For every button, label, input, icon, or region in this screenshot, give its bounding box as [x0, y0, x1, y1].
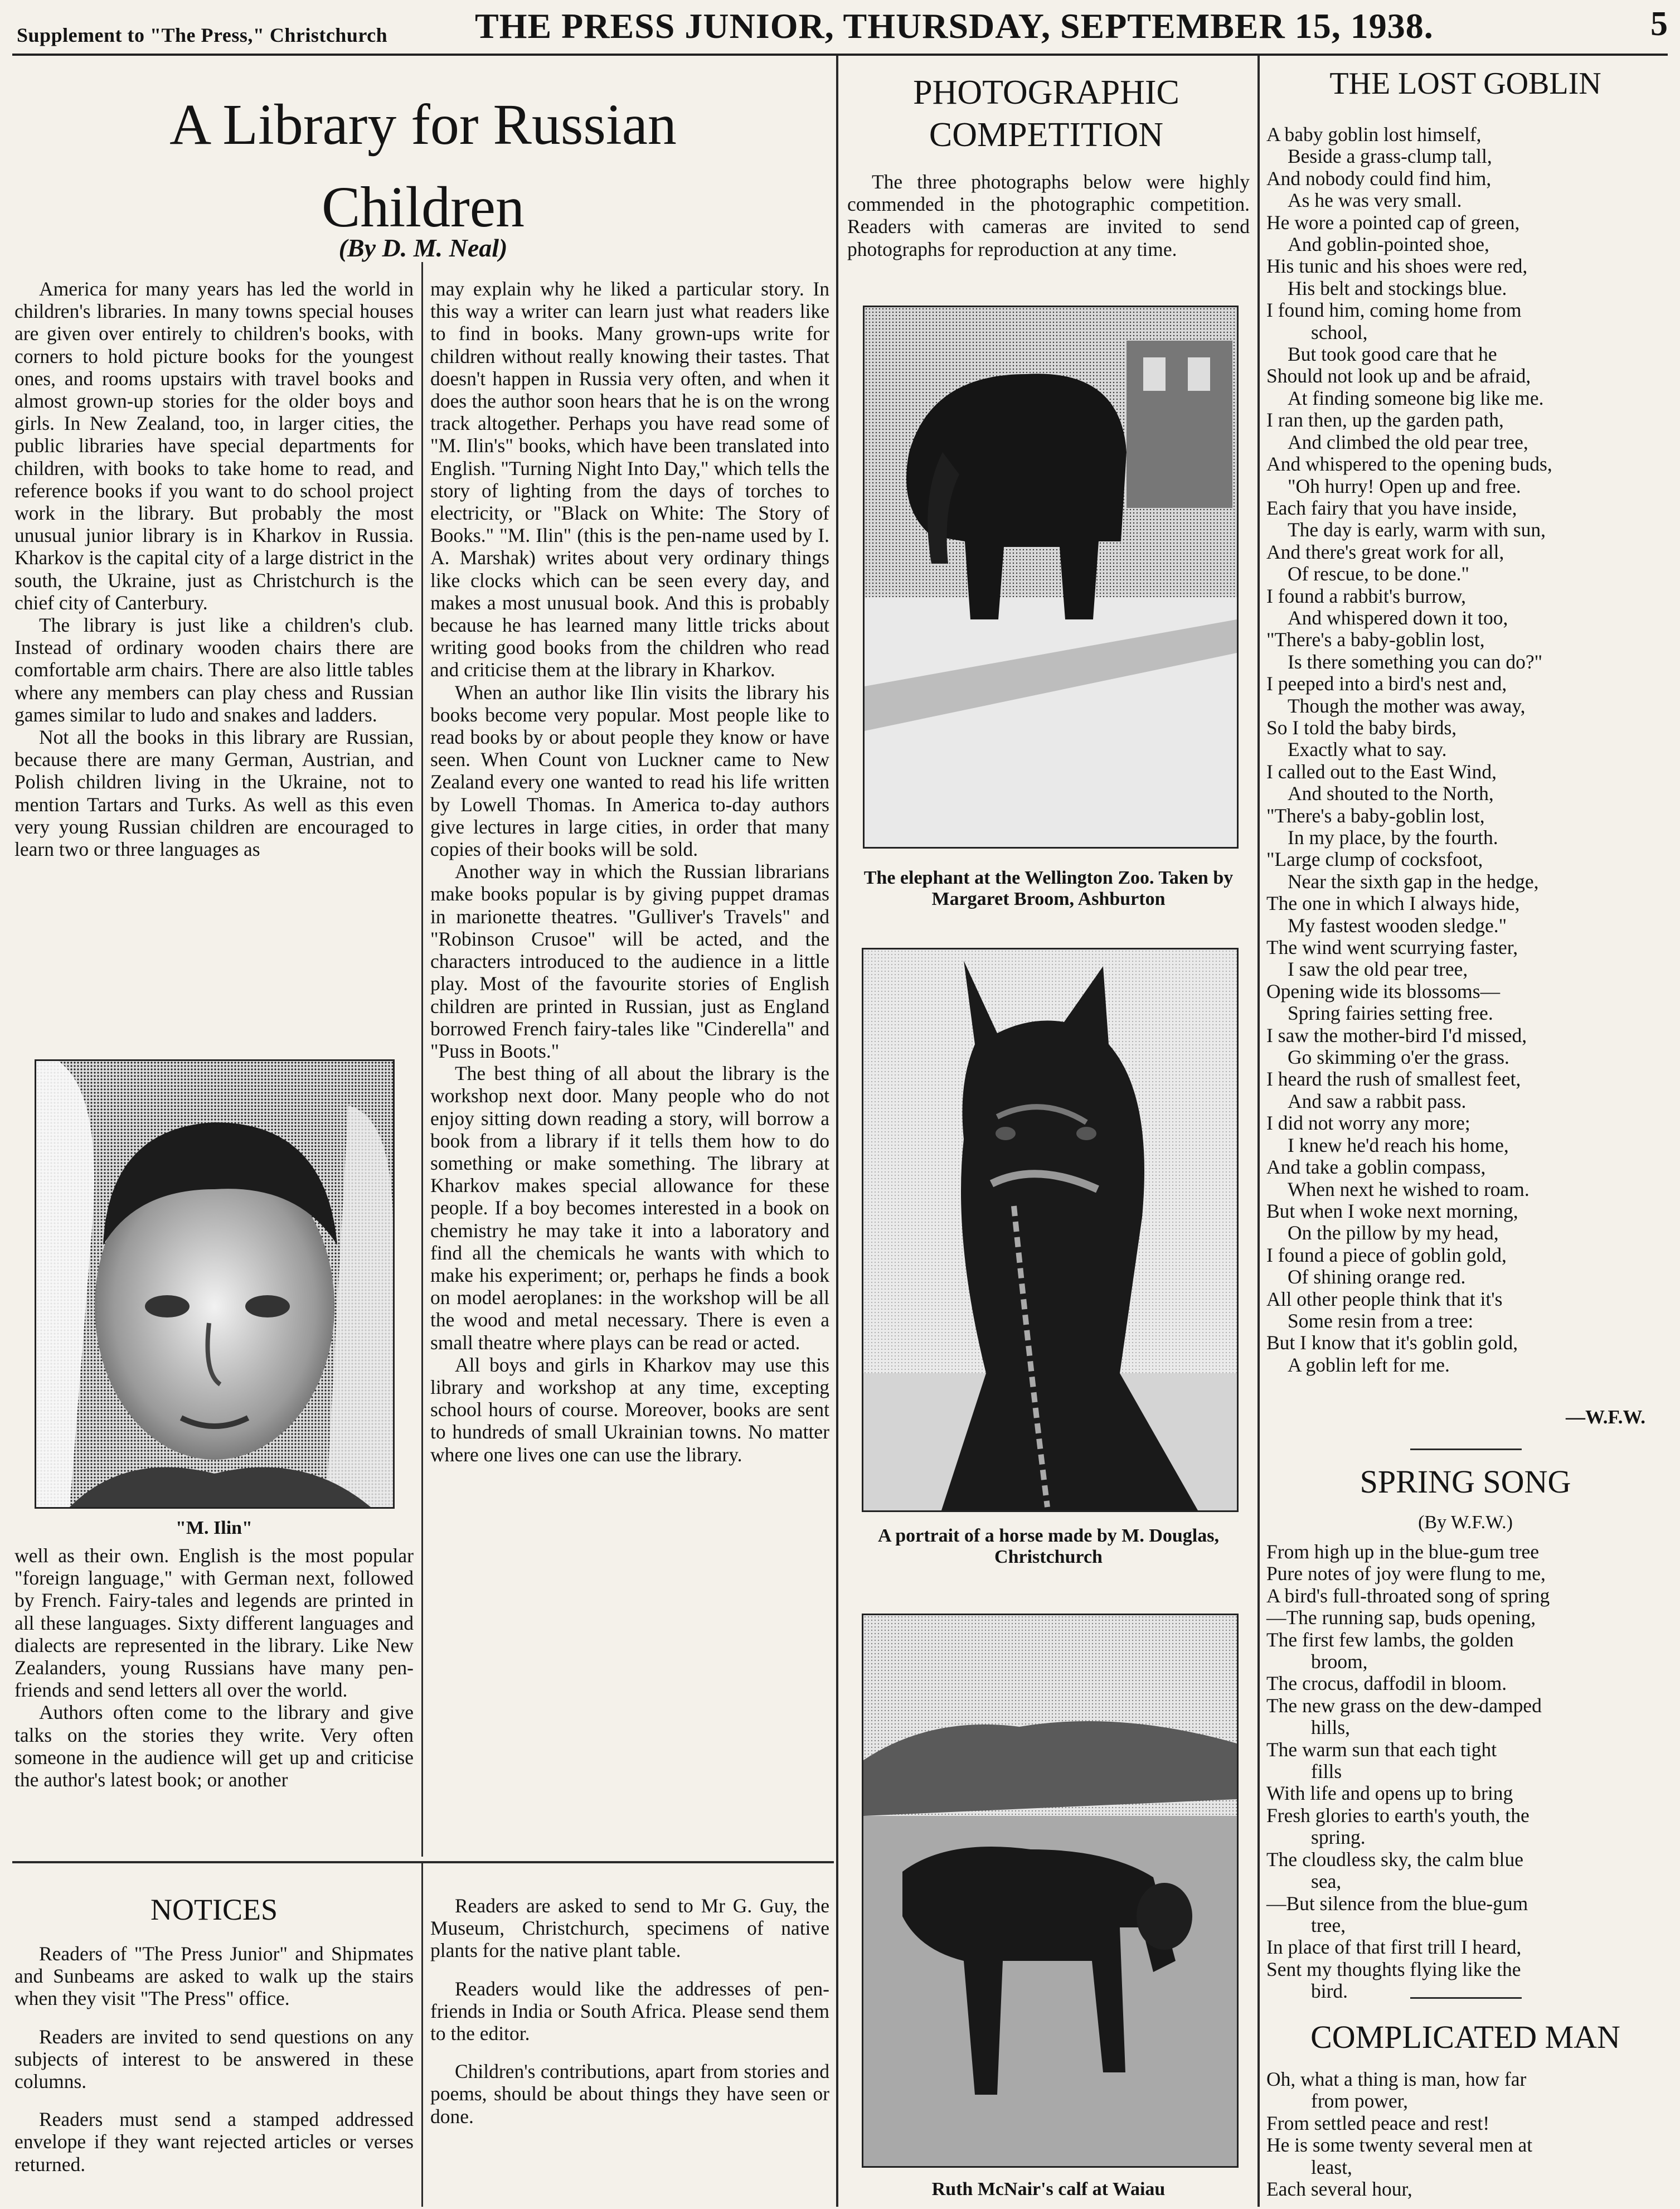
- poem-line: I knew he'd reach his home,: [1288, 1133, 1509, 1156]
- poem-line: Of rescue, to be done.": [1288, 563, 1469, 585]
- poem-line: Is there something you can do?": [1288, 650, 1543, 673]
- poem-line: —But silence from the blue-gum: [1266, 1892, 1528, 1915]
- paragraph: Authors often come to the library and give talks on the stories they write. Very often someone in the audience will get up and criticise the author's latest book; or another: [14, 1701, 414, 1791]
- poem-line: Spring fairies setting free.: [1288, 1002, 1493, 1025]
- notice-item: Children's contributions, apart from stories and poems, should be about things they have seen or done.: [430, 2060, 829, 2128]
- notices-right: [430, 1895, 829, 2143]
- complicated-man-poem: [1266, 2068, 1668, 2200]
- calf-caption: Ruth McNair's calf at Waiau: [931, 2179, 1166, 2200]
- poem-line: When next he wished to roam.: [1288, 1178, 1530, 1200]
- notice-item: Readers of "The Press Junior" and Shipmates and Sunbeams are asked to walk up the stairs when they visit "The Press" office.: [14, 1942, 414, 2010]
- ilin-portrait-photo: [35, 1059, 395, 1509]
- poem-line: On the pillow by my head,: [1288, 1222, 1499, 1244]
- notice-item: Readers are asked to send to Mr G. Guy, the Museum, Christchurch, specimens of native plants for the native plant table.: [430, 1895, 829, 1962]
- poem-line: But took good care that he: [1288, 343, 1497, 366]
- poem-line: His belt and stockings blue.: [1288, 277, 1507, 299]
- poem-divider: [1410, 1997, 1522, 1999]
- masthead-supplement: Supplement to "The Press," Christchurch: [17, 24, 388, 46]
- poem-line: —The running sap, buds opening,: [1266, 1606, 1536, 1629]
- poem-line: Sent my thoughts flying like the: [1266, 1958, 1521, 1980]
- poem-line: From settled peace and rest!: [1266, 2111, 1490, 2134]
- poem-line: I saw the old pear tree,: [1288, 958, 1468, 981]
- poem-line: I ran then, up the garden path,: [1266, 409, 1504, 432]
- calf-image: [863, 1615, 1237, 2166]
- article-title-line: Children: [322, 175, 525, 239]
- poem-line: tree,: [1311, 1914, 1346, 1936]
- poem-line: I saw the mother-bird I'd missed,: [1266, 1024, 1527, 1047]
- poem-line: And climbed the old pear tree,: [1288, 430, 1528, 453]
- column-rule: [836, 56, 838, 2207]
- calf-photo: [862, 1614, 1239, 2168]
- poem-line: My fastest wooden sledge.": [1288, 914, 1507, 937]
- lost-goblin-signature: —W.F.W.: [1566, 1406, 1645, 1428]
- poem-line: So I told the baby birds,: [1266, 716, 1457, 739]
- poem-line: I heard the rush of smallest feet,: [1266, 1068, 1521, 1091]
- poem-line: As he was very small.: [1288, 189, 1462, 212]
- article-title-line: A Library for Russian: [169, 93, 677, 157]
- article-title: [12, 84, 834, 249]
- portrait-caption: "M. Ilin": [176, 1518, 253, 1538]
- paragraph: well as their own. English is the most popular "foreign language," with German next, followed by French. Fairy-tales and legends are printed in all these languages. Sixty different languages and dialects are represented in the library. Like New Zealanders, young Russians have many pen-friends and send letters all over the world.: [14, 1544, 414, 1702]
- poem-line: But I know that it's goblin gold,: [1266, 1331, 1518, 1354]
- notices-heading: NOTICES: [150, 1893, 278, 1926]
- poem-line: His tunic and his shoes were red,: [1266, 255, 1528, 278]
- article-column-2: [430, 278, 829, 1466]
- poem-line: Beside a grass-clump tall,: [1288, 145, 1492, 168]
- horse-photo: [862, 948, 1239, 1512]
- poem-line: least,: [1311, 2155, 1352, 2178]
- article-column-1: [14, 278, 414, 860]
- poem-line: The one in which I always hide,: [1266, 892, 1520, 915]
- horse-image: [863, 950, 1237, 1510]
- lost-goblin-title: THE LOST GOBLIN: [1329, 66, 1601, 101]
- elephant-caption: The elephant at the Wellington Zoo. Taken by Margaret Broom, Ashburton: [863, 868, 1234, 909]
- poem-line: All other people think that it's: [1266, 1287, 1503, 1310]
- photo-competition-heading: [843, 71, 1250, 156]
- poem-line: The cloudless sky, the calm blue: [1266, 1848, 1524, 1871]
- poem-line: Some resin from a tree:: [1288, 1309, 1474, 1332]
- poem-line: Though the mother was away,: [1288, 694, 1526, 717]
- poem-line: The first few lambs, the golden: [1266, 1628, 1514, 1651]
- poem-line: The crocus, daffodil in bloom.: [1266, 1672, 1507, 1695]
- poem-line: And whispered to the opening buds,: [1266, 453, 1552, 476]
- poem-line: But when I woke next morning,: [1266, 1199, 1518, 1222]
- poem-line: He is some twenty several men at: [1266, 2134, 1533, 2157]
- poem-line: In my place, by the fourth.: [1288, 826, 1498, 849]
- poem-line: With life and opens up to bring: [1266, 1782, 1513, 1805]
- poem-divider: [1410, 1449, 1522, 1450]
- poem-line: Each fairy that you have inside,: [1266, 496, 1517, 519]
- poem-line: Exactly what to say.: [1288, 738, 1447, 761]
- poem-line: And nobody could find him,: [1266, 167, 1492, 190]
- heading-line: COMPETITION: [929, 116, 1164, 154]
- paragraph: The three photographs below were highly commended in the photographic competition. Readers with cameras are invited to send photographs for reproduction at any time.: [847, 171, 1250, 260]
- poem-line: A baby goblin lost himself,: [1266, 123, 1482, 146]
- spring-song-byline: (By W.F.W.): [1418, 1512, 1513, 1533]
- poem-line: "Oh hurry! Open up and free.: [1288, 474, 1521, 497]
- poem-line: school,: [1311, 321, 1368, 343]
- poem-line: from power,: [1311, 2090, 1409, 2113]
- elephant-image: [865, 307, 1237, 847]
- poem-line: sea,: [1311, 1870, 1342, 1893]
- poem-line: hills,: [1311, 1716, 1351, 1739]
- poem-line: And whispered down it too,: [1288, 606, 1508, 629]
- paragraph: All boys and girls in Kharkov may use this library and workshop at any time, excepting school hours of course. Moreover, books are sent to hundreds of small Ukrainian towns. No matter where one lives one can use the library.: [430, 1353, 829, 1466]
- article-byline: (By D. M. Neal): [338, 234, 508, 262]
- poem-line: "There's a baby-goblin lost,: [1266, 628, 1485, 651]
- column-rule: [421, 262, 423, 1857]
- poem-line: From high up in the blue-gum tree: [1266, 1541, 1540, 1563]
- poem-line: "Large clump of cocksfoot,: [1266, 848, 1483, 871]
- spring-song-poem: [1266, 1541, 1668, 2003]
- column-rule: [421, 1862, 423, 2207]
- poem-line: I called out to the East Wind,: [1266, 760, 1497, 783]
- poem-line: The wind went scurrying faster,: [1266, 936, 1518, 959]
- poem-line: He wore a pointed cap of green,: [1266, 211, 1520, 234]
- paragraph: Not all the books in this library are Russian, because there are many German, Austrian, and Polish children living in the Ukraine, not to mention Tartars and Turks. As well as this even very young Russian children are encouraged to learn two or three languages as: [14, 726, 414, 861]
- poem-line: Go skimming o'er the grass.: [1288, 1046, 1509, 1069]
- section-rule: [12, 1861, 834, 1863]
- article-column-1-continued: [14, 1544, 414, 1791]
- paragraph: may explain why he liked a particular story. In this way a writer can learn just what readers like to find in books. Many grown-ups write for children without really knowing their tastes. That doesn't happen in Russia very often, and when it does the author soon hears that he is on the wrong track altogether. Perhaps you have read some of "M. Ilin's" books, which have been translated into English. "Turning Night Into Day," which tells the story of lighting from the days of torches to electricity, or "Black on White: The Story of Books." "M. Ilin" (this is the pen-name used by I. A. Marshak) writes about very ordinary things like clocks which can be seen every day, and makes a most unusual book. And this is probably because he has learned many little tricks about writing good books from the children who read and criticise them at the library in Kharkov.: [430, 278, 829, 681]
- poem-line: And goblin-pointed shoe,: [1288, 233, 1489, 256]
- notice-item: Readers are invited to send questions on any subjects of interest to be answered in these columns.: [14, 2025, 414, 2093]
- poem-line: A bird's full-throated song of spring: [1266, 1584, 1550, 1607]
- spring-song-title: SPRING SONG: [1359, 1464, 1571, 1500]
- portrait-image: [36, 1061, 393, 1507]
- poem-line: Fresh glories to earth's youth, the: [1266, 1804, 1530, 1827]
- poem-line: broom,: [1311, 1650, 1368, 1673]
- heading-line: PHOTOGRAPHIC: [913, 74, 1179, 112]
- poem-line: Oh, what a thing is man, how far: [1266, 2068, 1527, 2090]
- poem-line: Should not look up and be afraid,: [1266, 365, 1531, 387]
- paragraph: America for many years has led the world in children's libraries. In many towns special houses are given over entirely to children's books, with corners to hold picture books for the youngest ones, and rooms upstairs with travel books and almost grown-up stories for the older boys and girls. In New Zealand, too, in larger cities, the public libraries have special departments for children, with books to take home to read, and reference books if you want to do school project work in the library. But probably the most unusual junior library is in Kharkov in Russia. Kharkov is the capital city of a large district in the south, the Ukraine, just as Christchurch is the chief city of Canterbury.: [14, 278, 414, 614]
- poem-line: I did not worry any more;: [1266, 1112, 1470, 1135]
- poem-line: "There's a baby-goblin lost,: [1266, 804, 1485, 827]
- paragraph: The best thing of all about the library is the workshop next door. Many people who do not enjoy sitting down reading a story, will borrow a book from a library if it tells them how to do something or make something. The library at Kharkov makes special allowance for these people. If a boy becomes interested in a book on chemistry he may take it into a laboratory and find all the chemicals he wants with which to make his experiment; or, perhaps he finds a book on model aeroplanes: in the workshop will be all the wood and metal necessary. There is even a small theatre where plays can be read or acted.: [430, 1062, 829, 1354]
- poem-line: A goblin left for me.: [1288, 1353, 1450, 1376]
- poem-line: Of shining orange red.: [1288, 1266, 1466, 1288]
- poem-line: In place of that first trill I heard,: [1266, 1936, 1522, 1959]
- column-rule: [1257, 56, 1260, 2207]
- paragraph: Another way in which the Russian librarians make books popular is by giving puppet dramas in marionette theatres. "Gulliver's Travels" and "Robinson Crusoe" will be acted, and the characters introduced to the audience in a little play. Most of the favourite stories of English children are printed in Russian, just as England borrowed French fairy-tales like "Cinderella" and "Puss in Boots.": [430, 860, 829, 1062]
- notice-item: Readers would like the addresses of pen-friends in India or South Africa. Please send them to the editor.: [430, 1977, 829, 2045]
- notice-item: Readers must send a stamped addressed envelope if they want rejected articles or verses returned.: [14, 2108, 414, 2176]
- elephant-photo: [863, 306, 1239, 849]
- poem-line: I found him, coming home from: [1266, 299, 1522, 322]
- notices-left: [14, 1942, 414, 2191]
- lost-goblin-poem: [1266, 124, 1668, 1376]
- poem-line: I found a piece of goblin gold,: [1266, 1243, 1507, 1266]
- poem-line: At finding someone big like me.: [1288, 386, 1544, 409]
- poem-line: And there's great work for all,: [1266, 540, 1504, 563]
- poem-line: And shouted to the North,: [1288, 782, 1494, 805]
- poem-line: And saw a rabbit pass.: [1288, 1089, 1467, 1112]
- paragraph: The library is just like a children's club. Instead of ordinary wooden chairs there are comfortable arm chairs. There are also little tables where any members can play chess and Russian games similar to ludo and snakes and ladders.: [14, 614, 414, 726]
- paragraph: When an author like Ilin visits the library his books become very popular. Most people like to read books by or about people they know or have seen. When Count von Luckner came to New Zealand every one wanted to read his life written by Lowell Thomas. In America to-day authors give lectures in large cities, in order that many copies of their books will be sold.: [430, 681, 829, 861]
- poem-line: I found a rabbit's burrow,: [1266, 584, 1467, 607]
- complicated-man-title: COMPLICATED MAN: [1310, 2019, 1620, 2055]
- poem-line: Near the sixth gap in the hedge,: [1288, 870, 1539, 893]
- masthead: [12, 4, 1668, 56]
- poem-line: The day is early, warm with sun,: [1288, 519, 1546, 541]
- poem-line: I peeped into a bird's nest and,: [1266, 672, 1507, 695]
- masthead-title: THE PRESS JUNIOR, THURSDAY, SEPTEMBER 15, 1938.: [475, 6, 1434, 46]
- page-number: 5: [1650, 5, 1668, 43]
- photo-competition-intro: [847, 171, 1250, 260]
- poem-line: Each several hour,: [1266, 2178, 1412, 2201]
- poem-line: fills: [1311, 1760, 1342, 1783]
- poem-line: The new grass on the dew-damped: [1266, 1694, 1542, 1717]
- poem-line: And take a goblin compass,: [1266, 1156, 1486, 1179]
- poem-line: Opening wide its blossoms—: [1266, 980, 1501, 1002]
- poem-line: Pure notes of joy were flung to me,: [1266, 1562, 1546, 1585]
- poem-line: spring.: [1311, 1826, 1366, 1849]
- poem-line: bird.: [1311, 1980, 1348, 2003]
- poem-line: The warm sun that each tight: [1266, 1738, 1497, 1761]
- horse-caption: A portrait of a horse made by M. Douglas, Christchurch: [878, 1525, 1219, 1567]
